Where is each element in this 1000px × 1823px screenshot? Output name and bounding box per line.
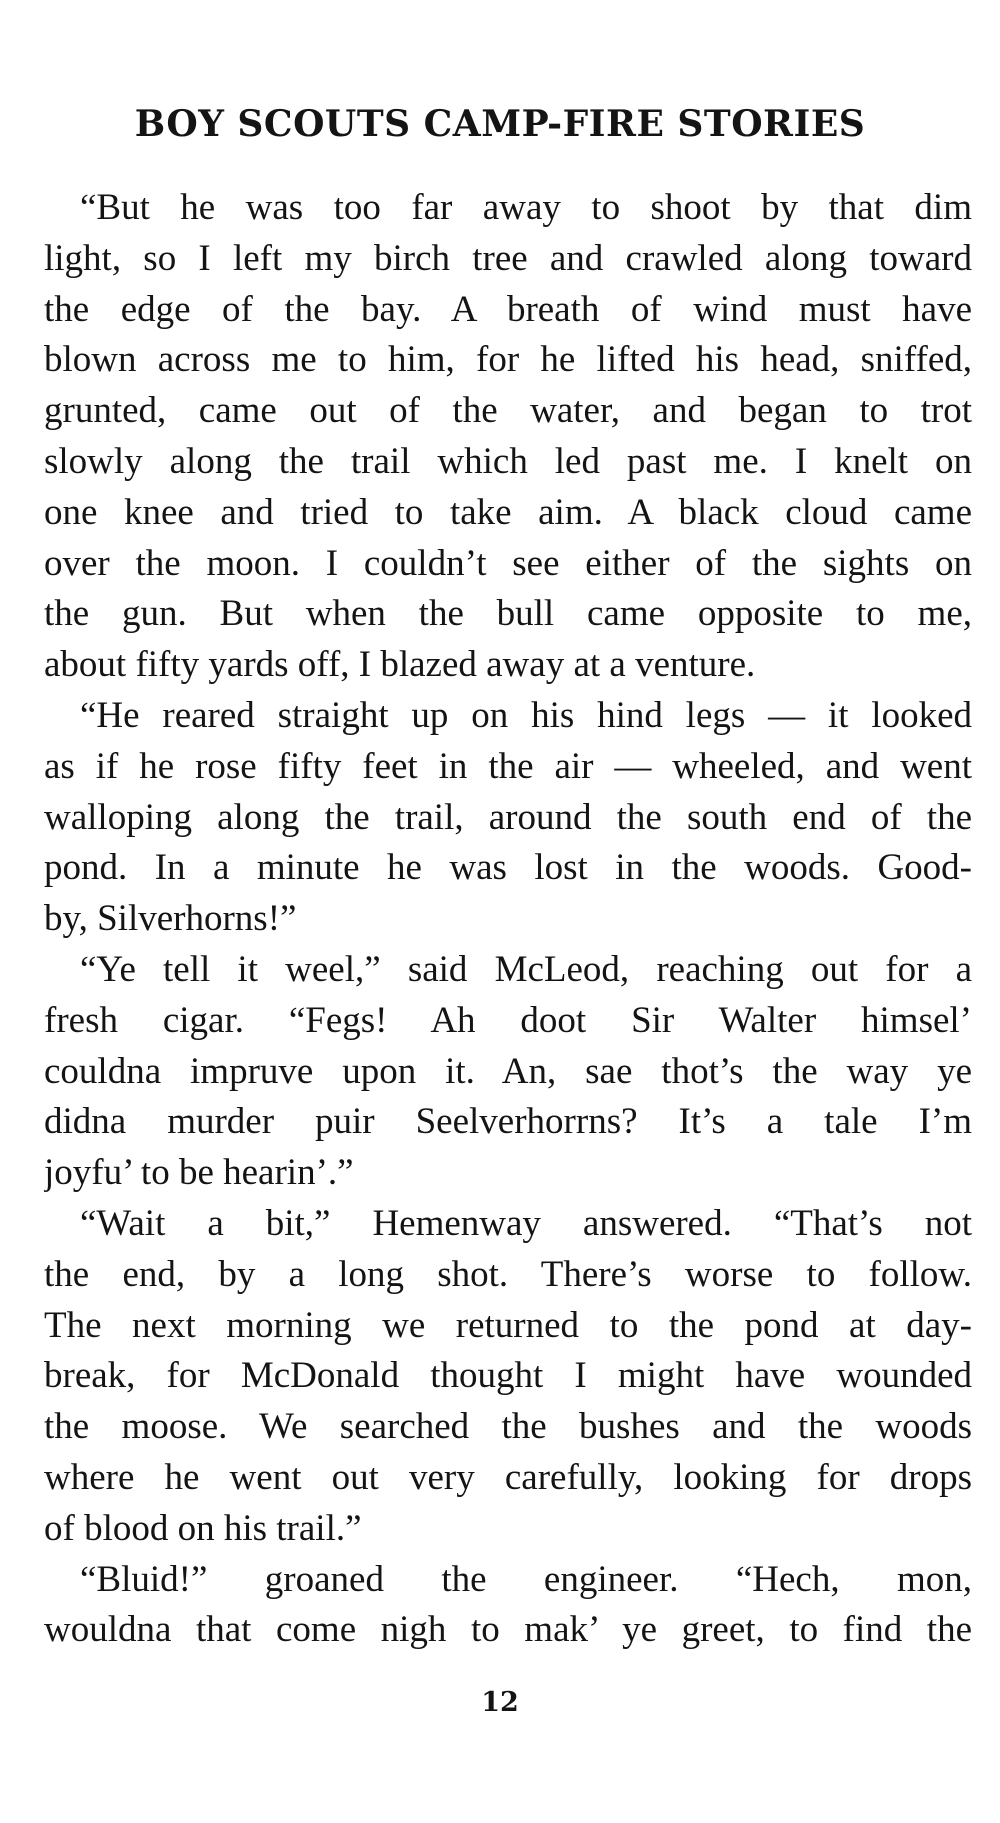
body-text: [44, 183, 972, 1656]
text-line: by, Silverhorns!”: [44, 898, 297, 940]
text-line: over the moon. I couldn’t see either of the sights on: [44, 542, 972, 584]
text-line: “Ye tell it weel,” said McLeod, reaching out for a: [80, 948, 972, 990]
text-line: didna murder puir Seelverhorrns? It’s a tale I’m: [44, 1101, 972, 1143]
text-line: the moose. We searched the bushes and the woods: [44, 1406, 972, 1448]
text-line: The next morning we returned to the pond at day-: [44, 1304, 972, 1346]
text-line: light, so I left my birch tree and crawled along toward: [44, 237, 972, 279]
text-line: where he went out very carefully, looking for drops: [44, 1456, 972, 1498]
text-line: walloping along the trail, around the south end of the: [44, 796, 972, 838]
text-line: one knee and tried to take aim. A black cloud came: [44, 491, 972, 533]
text-line: fresh cigar. “Fegs! Ah doot Sir Walter himsel’: [44, 999, 972, 1041]
text-line: the gun. But when the bull came opposite to me,: [44, 593, 972, 635]
running-head-title: BOY SCOUTS CAMP-FIRE STORIES: [134, 103, 866, 145]
text-line: “Bluid!” groaned the engineer. “Hech, mon,: [80, 1558, 972, 1600]
text-line: “Wait a bit,” Hemenway answered. “That’s not: [80, 1202, 972, 1244]
page-number: 12: [481, 1687, 519, 1718]
text-line: of blood on his trail.”: [44, 1507, 362, 1549]
text-line: the end, by a long shot. There’s worse to follow.: [44, 1253, 972, 1295]
text-line: slowly along the trail which led past me. I knelt on: [44, 440, 972, 482]
text-line: about fifty yards off, I blazed away at a venture.: [44, 644, 756, 686]
text-line: blown across me to him, for he lifted his head, sniffed,: [44, 339, 972, 381]
text-line: as if he rose fifty feet in the air — wheeled, and went: [44, 745, 972, 787]
text-line: the edge of the bay. A breath of wind must have: [44, 288, 972, 330]
text-line: grunted, came out of the water, and began to trot: [44, 390, 972, 432]
text-line: “He reared straight up on his hind legs — it looked: [80, 694, 972, 736]
text-line: joyfu’ to be hearin’.”: [44, 1152, 354, 1194]
text-line: break, for McDonald thought I might have wounded: [44, 1355, 972, 1397]
text-line: wouldna that come nigh to mak’ ye greet, to find the: [44, 1609, 972, 1651]
text-line: pond. In a minute he was lost in the woods. Good-: [44, 847, 972, 889]
text-line: couldna impruve upon it. An, sae thot’s the way ye: [44, 1050, 972, 1092]
text-line: “But he was too far away to shoot by that dim: [80, 187, 972, 228]
